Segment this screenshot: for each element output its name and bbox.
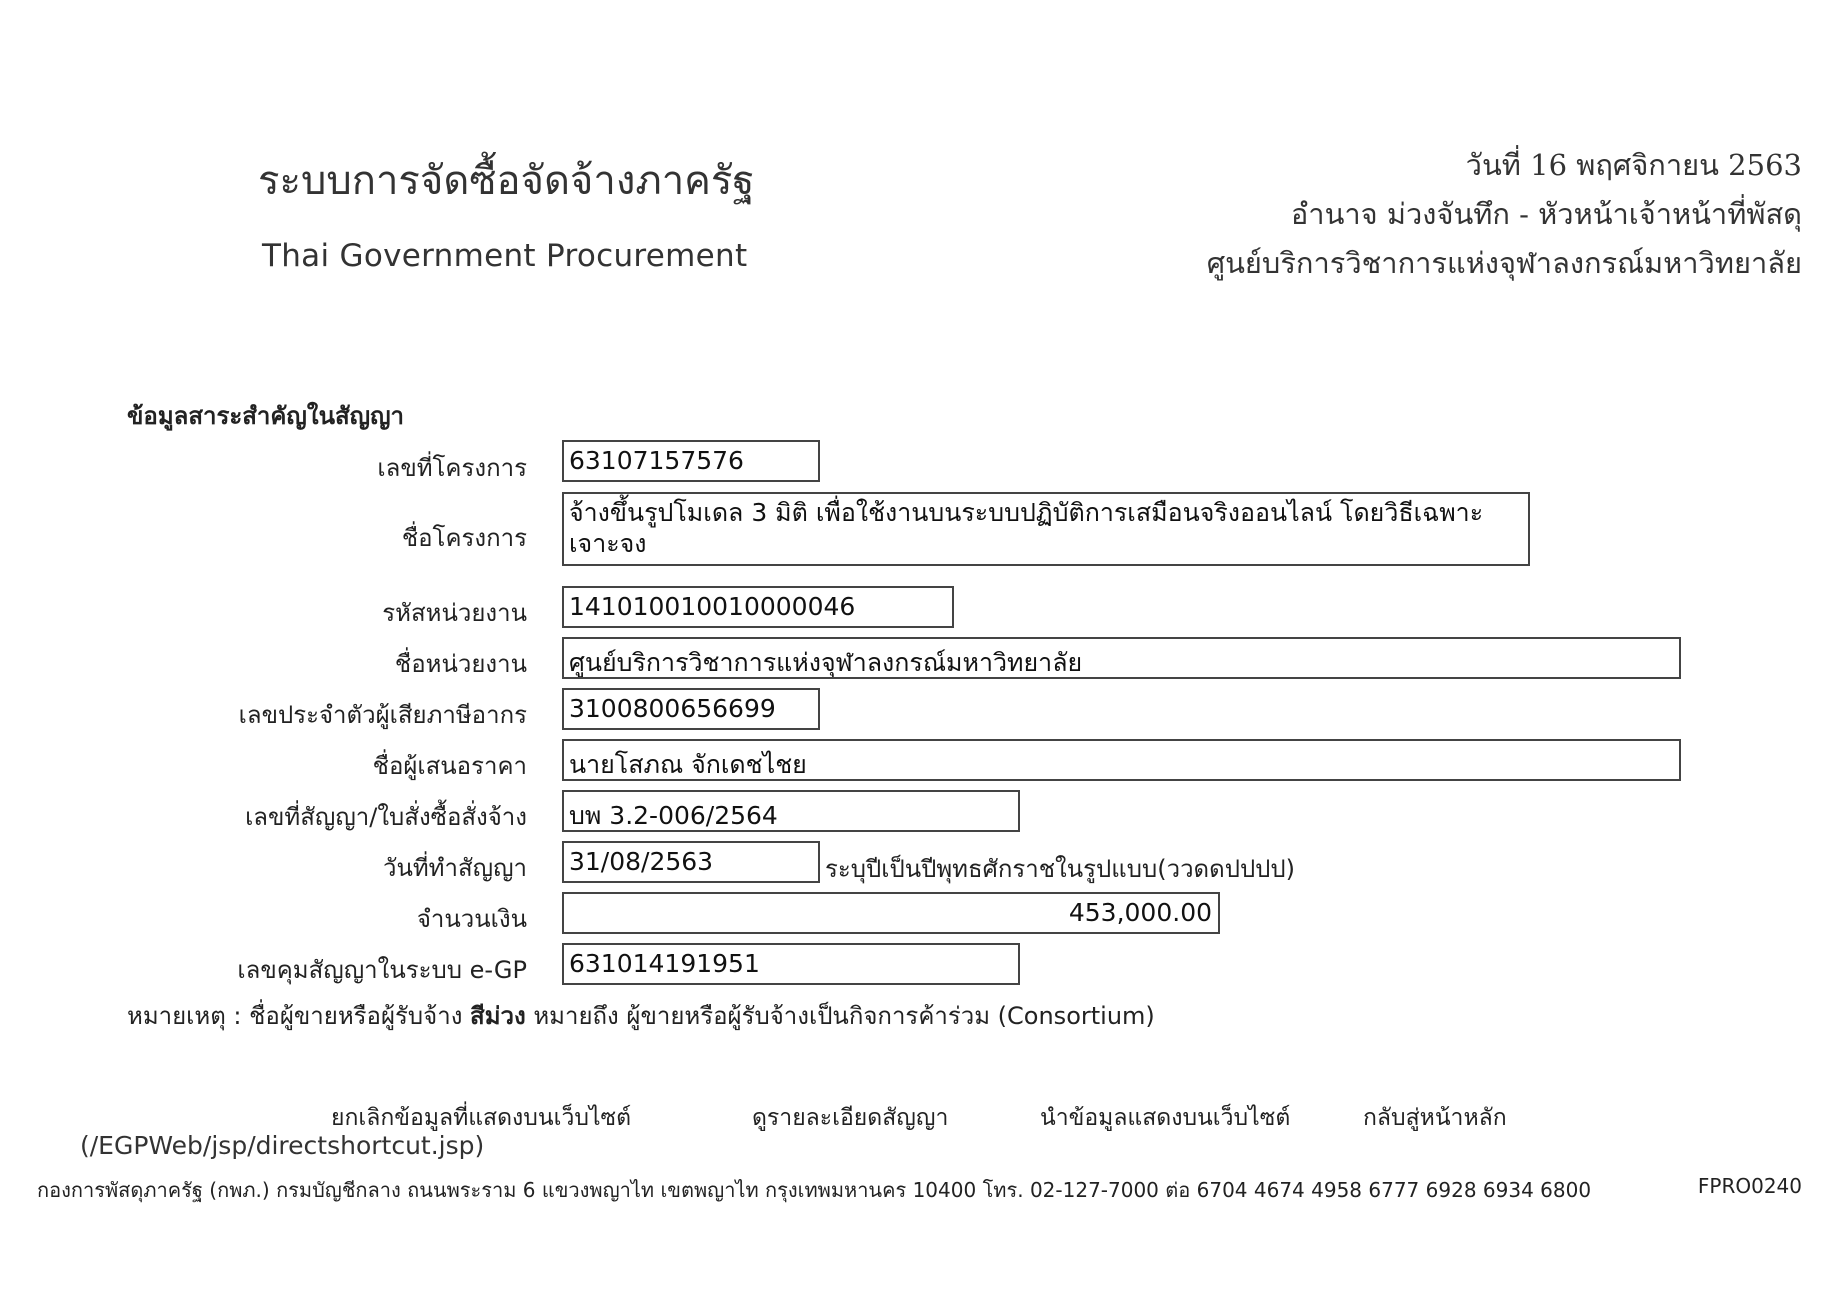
current-date: วันที่ 16 พฤศจิกายน 2563 (1465, 148, 1802, 182)
tax-id-label: เลขประจำตัวผู้เสียภาษีอากร (238, 701, 527, 729)
agency-name-label: ชื่อหน่วยงาน (394, 650, 527, 678)
contract-date-label: วันที่ทำสัญญา (382, 854, 527, 882)
project-name-field[interactable]: จ้างขึ้นรูปโมเดล 3 มิติ เพื่อใช้งานบนระบบปฏิบัติการเสมือนจริงออนไลน์ โดยวิธีเฉพาะเจาะจง (562, 492, 1530, 566)
egp-control-no-label: เลขคุมสัญญาในระบบ e-GP (237, 956, 527, 984)
back-home-link[interactable]: กลับสู่หน้าหลัก (1363, 1105, 1507, 1131)
amount-label: จำนวนเงิน (416, 905, 527, 933)
system-title-english: Thai Government Procurement (262, 238, 748, 274)
contract-date-hint: ระบุปีเป็นปีพุทธศักราชในรูปแบบ(ววดดปปปป) (825, 855, 1296, 883)
egp-control-no-field[interactable]: 631014191951 (562, 943, 1020, 985)
amount-field[interactable]: 453,000.00 (562, 892, 1220, 934)
user-organization: ศูนย์บริการวิชาการแห่งจุฬาลงกรณ์มหาวิทยาลัย (1206, 246, 1802, 280)
bidder-name-field[interactable]: นายโสภณ จักเดชไชย (562, 739, 1681, 781)
project-no-field[interactable]: 63107157576 (562, 440, 820, 482)
page-code: FPRO0240 (1697, 1174, 1802, 1198)
system-title-thai: ระบบการจัดซื้อจัดจ้างภาครัฐ (258, 158, 755, 204)
contract-no-label: เลขที่สัญญา/ใบสั่งซื้อสั่งจ้าง (245, 803, 527, 831)
user-name-role: อำนาจ ม่วงจันทึก - หัวหน้าเจ้าหน้าที่พัสดุ (1290, 197, 1802, 231)
agency-code-label: รหัสหน่วยงาน (382, 599, 527, 627)
view-contract-link[interactable]: ดูรายละเอียดสัญญา (752, 1105, 949, 1131)
project-name-label: ชื่อโครงการ (401, 524, 527, 552)
note-prefix: หมายเหตุ : ชื่อผู้ขายหรือผู้รับจ้าง (127, 1002, 471, 1030)
project-no-label: เลขที่โครงการ (377, 454, 527, 482)
shortcut-path: (/EGPWeb/jsp/directshortcut.jsp) (80, 1131, 485, 1160)
section-title: ข้อมูลสาระสำคัญในสัญญา (127, 402, 405, 430)
cancel-display-link[interactable]: ยกเลิกข้อมูลที่แสดงบนเว็บไซต์ (331, 1105, 632, 1131)
publish-link[interactable]: นำข้อมูลแสดงบนเว็บไซต์ (1040, 1105, 1291, 1131)
note-highlight: สีม่วง (470, 1002, 526, 1030)
contract-no-field[interactable]: บพ 3.2-006/2564 (562, 790, 1020, 832)
agency-code-field[interactable]: 141010010010000046 (562, 586, 954, 628)
footer-address: กองการพัสดุภาครัฐ (กพภ.) กรมบัญชีกลาง ถนนพระราม 6 แขวงพญาไท เขตพญาไท กรุงเทพมหานคร 10400 โทร. 02-127-7000 ต่อ 6704 4674 4958 6777 6928 6934 6800 (37, 1178, 1592, 1202)
note-suffix: หมายถึง ผู้ขายหรือผู้รับจ้างเป็นกิจการค้าร่วม (Consortium) (525, 1002, 1155, 1030)
tax-id-field[interactable]: 3100800656699 (562, 688, 820, 730)
agency-name-field[interactable]: ศูนย์บริการวิชาการแห่งจุฬาลงกรณ์มหาวิทยาลัย (562, 637, 1681, 679)
bidder-name-label: ชื่อผู้เสนอราคา (372, 752, 527, 780)
contract-date-field[interactable]: 31/08/2563 (562, 841, 820, 883)
consortium-note (127, 996, 1155, 1035)
